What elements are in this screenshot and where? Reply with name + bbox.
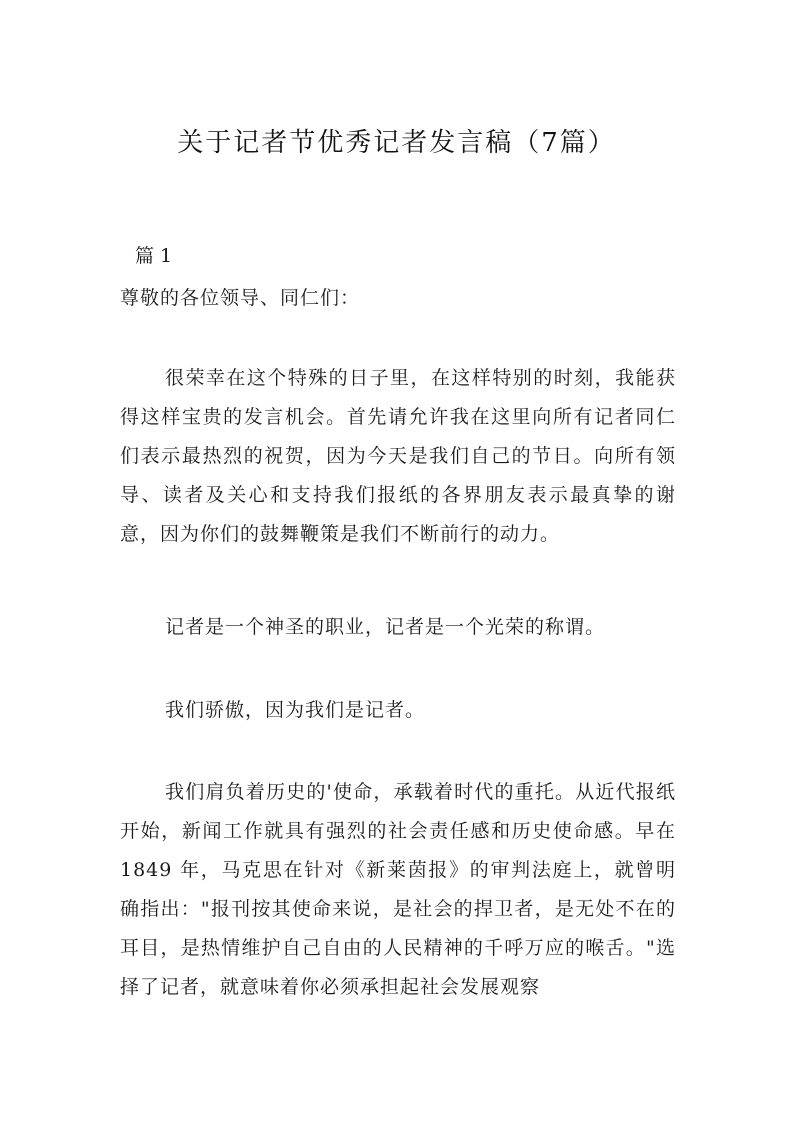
paragraph: 记者是一个神圣的职业，记者是一个光荣的称谓。	[165, 616, 606, 638]
document-title: 关于记者节优秀记者发言稿（7篇）	[177, 128, 616, 158]
salutation: 尊敬的各位领导、同仁们：	[120, 287, 361, 309]
paragraph: 我们肩负着历史的'使命，承载着时代的重托。从近代报纸开始，新闻工作就具有强烈的社会责任感和历史使命感。早在 1849 年，马克思在针对《新莱茵报》的审判法庭上，就曾明确指出："报刊按其使命来说，是社会的捍卫者，是无处不在的耳目，是热情维护自己自由的人民精神的千呼万应的喉舌。"选择了记者，就意味着你必须承担起社会发展观察	[120, 781, 676, 998]
paragraph: 很荣幸在这个特殊的日子里，在这样特别的时刻，我能获得这样宝贵的发言机会。首先请允许我在这里向所有记者同仁们表示最热烈的祝贺，因为今天是我们自己的节日。向所有领导、读者及关心和支持我们报纸的各界朋友表示最真挚的谢意，因为你们的鼓舞鞭策是我们不断前行的动力。	[120, 367, 676, 545]
section-label: 篇 1	[135, 245, 173, 267]
paragraph: 我们骄傲，因为我们是记者。	[165, 699, 426, 721]
